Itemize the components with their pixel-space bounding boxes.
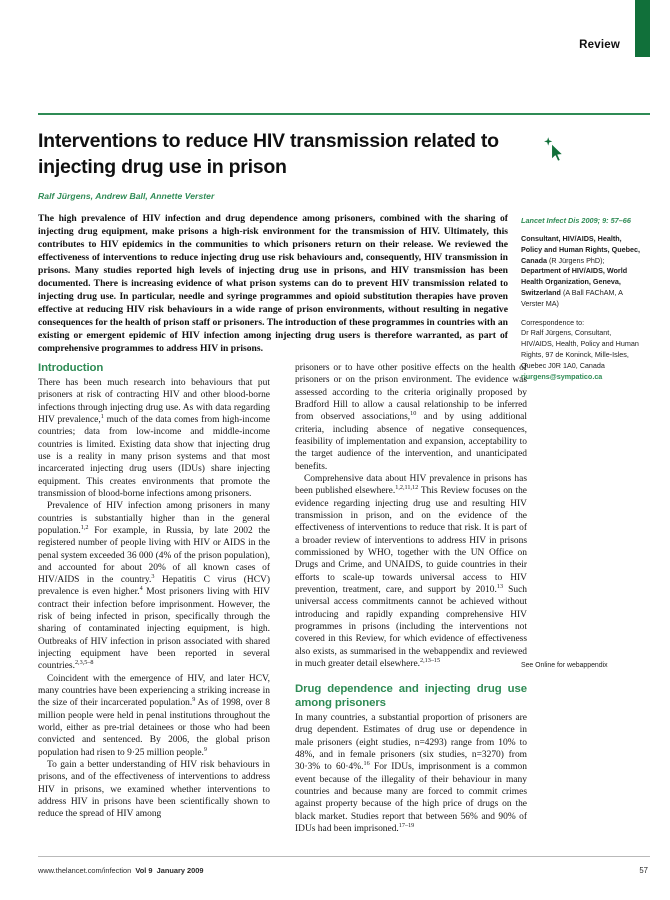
paragraph-text: In many countries, a substantial proportion of prisoners are drug dependent. Estimates of drug use or dependence in male prisoners (eight studies, n=4293) range from 10% to 48%, and in female prisoners (six studies, n=3270) from 30·3% to 60·4%. [295,713,527,773]
abstract-summary: The high prevalence of HIV infection and drug dependence among prisoners, combined with the sharing of injecting drug equipment, make prisons a high-risk environment for the transmission of HIV. Ultimately, this contributes to HIV epidemics in the communities to which prisoners return on their release. We reviewed the effectiveness of interventions to reduce injecting drug use risk behaviours and, consequently, HIV transmission in prisons. Many studies reported high levels of injecting drug use in prisons, and HIV transmission has been documented. There is increasing evidence of what prison systems can do to prevent HIV transmission related to injecting drug use. In particular, needle and syringe programmes and opioid substitution therapies have proven effective at reducing HIV risk behaviours in a wide range of prison environments, without resulting in negative consequences for the health of prison staff or prisoners. The introduction of these programmes in countries with an existing or emergent epidemic of HIV infection among injecting drug users is therefore warranted, as part of comprehensive programmes to address HIV in prisons. [38,213,508,354]
paragraph-text: For IDUs, imprisonment is a common event because of the illegality of their behaviour in many countries and because many are forced to commit crimes against property because of the high price of drugs on the black market. Studies report that between 56% and 90% of IDUs had been imprisoned. [295,762,527,834]
paragraph-text: Hepatitis C virus (HCV) prevalence is even higher. [38,575,270,598]
paragraph-text: This Review focuses on the evidence regarding injecting drug use and resulting HIV transmission in prison, and on the evidence of the effectiveness of interventions to reduce that risk. It is part of a broader review of interventions to address HIV in prisons commissioned by WHO, together with the UN Office on Drugs and Crime, and UNAIDS, to guide countries in their efforts to scale-up towards universal access to HIV prevention, treatment, care, and support by 2010. [295,486,527,595]
footer-divider-rule [38,856,650,857]
article-title: Interventions to reduce HIV transmission related to injecting drug use in prison [38,130,499,179]
section-heading-drug-dependence: Drug dependence and injecting drug use among prisoners [295,683,527,710]
mouse-cursor [543,136,569,166]
reference-marker[interactable]: 2,3,5–8 [74,659,94,667]
paragraph-text: Most prisoners living with HIV contract their infection before imprisonment. However, the risk of being infected in prison, specifically through the sharing of contaminated injecting equipment, is high. Outbreaks of HIV infection in prison associated with shared injecting equipment have been reported in several countries. [38,587,270,672]
affiliations-block [521,234,641,310]
reference-marker[interactable]: 16 [363,760,370,768]
webappendix-note[interactable]: See Online for webappendix [521,662,608,669]
paragraph-text: Coincident with the emergence of HIV, and later HCV, many countries have been experiencing a striking increase in the size of their incarcerated population. [38,673,270,709]
body-column-left [38,362,270,821]
citation-line: Lancet Infect Dis 2009; 9: 57–66 [521,216,631,225]
reference-marker[interactable]: 1 [100,412,104,420]
affiliation-secondary: Department of HIV/AIDS, World Health Organization, Geneva, Switzerland [521,266,628,297]
paragraph-intro-3 [38,673,270,759]
reference-marker[interactable]: 17–19 [398,821,415,829]
reference-marker[interactable]: 1,2,11,12 [395,484,419,492]
title-divider-rule [38,113,650,115]
correspondence-email[interactable]: rjurgens@sympatico.ca [521,371,603,381]
review-accent-tab [635,0,650,57]
affiliation-secondary-authors: (A Ball FAChAM, A Verster MA) [521,287,623,308]
footer-page-number: 57 [639,866,648,875]
body-column-right [295,362,527,835]
paragraph-text: much of the data comes from high-income countries; data from low-income and middle-income countries is limited. Existing data show that injecting drug use is a reality in many prison systems and that most incarcerated injecting drug users (IDUs) share injecting equipment. This creates environments that promote the transmission of blood-borne infections among prisoners. [38,414,271,499]
affiliation-primary-author: (R Jürgens PhD); [546,255,605,265]
paragraph-text: As of 1998, over 8 million people were held in penal institutions throughout the world, either as pre-trial detainees or those who had been convicted and sentenced. By 2006, the global prison population had risen to 9·25 million people. [38,698,270,758]
reference-marker[interactable]: 9 [192,696,196,704]
paragraph-text: Comprehensive data about HIV prevalence in prisons has been published elsewhere. [295,473,527,497]
footer-website[interactable]: www.thelancet.com/infection [38,866,132,875]
reference-marker[interactable]: 2,13–15 [420,656,441,664]
paragraph-text: Such universal access commitments cannot be achieved without introducing and rapidly expanding comprehensive HIV programmes in prisons (including the interventions not covered in this Review, for which evidence of effectiveness also exists, as summarised in the webappendix and reviewed in much greater detail elsewhere. [295,584,527,669]
running-head: Review [579,39,620,51]
paragraph-drug-1 [295,712,527,835]
correspondence-address: Dr Ralf Jürgens, Consultant, HIV/AIDS, Health, Policy and Human Rights, 97 de Koninck, Mille-Isles, Quebec J0R 1A0, Canada [521,328,639,370]
section-heading-introduction: Introduction [38,362,104,374]
paragraph-text: and by using additional criteria, including absence of negative consequences, feasibility of implementation and expansion, acceptability to the target audience of the intervention, and unanticipated benefits. [295,412,527,472]
footer-issue-date: January 2009 [156,866,204,875]
sparkle-icon [544,137,552,145]
author-list: Ralf Jürgens, Andrew Ball, Annette Verster [38,191,215,201]
reference-marker[interactable]: 4 [139,585,143,593]
reference-marker[interactable]: 10 [410,410,417,418]
paragraph-text: For example, in Russia, by late 2002 the registered number of people living with HIV or AIDS in the penal system exceeded 36 000 (4% of the prison population), and accounted for about 20% of all known cases of HIV/AIDS in the country. [38,525,270,586]
reference-marker[interactable]: 9 [203,745,208,753]
paragraph-text: There has been much research into behaviours that put prisoners at risk of contracting HIV and other blood-borne infections through injecting drug use. As with data regarding HIV prevalence, [38,377,270,425]
arrow-pointer-icon [552,144,564,162]
reference-marker[interactable]: 1,2 [80,523,89,531]
margin-notes [521,216,641,382]
paragraph-text: prisoners or to have other positive effects on the health of prisoners or on the prison environment. The evidence was assessed according to the criteria originally proposed by Bradford Hill to allow a causal relationship to be inferred from observed associations, [295,363,527,423]
footer-source [38,866,203,875]
reference-marker[interactable]: 13 [496,582,504,590]
paragraph-methods-2 [295,473,527,670]
correspondence-block [521,318,641,383]
paragraph-methods-1 [295,362,527,473]
paragraph-text: Prevalence of HIV infection among prisoners in many countries is substantially higher than in the general population. [38,501,270,536]
affiliation-primary: Consultant, HIV/AIDS, Health, Policy and Human Rights, Quebec, Canada [521,233,641,265]
paragraph-intro-1 [38,377,270,500]
footer-volume: Vol 9 [135,866,153,875]
paragraph-intro-2 [38,500,270,673]
paragraph-intro-4: To gain a better understanding of HIV risk behaviours in prisons, and of the effectiveness of interventions to address HIV in prisons, we examined whether interventions to address HIV in prisons have been scientifically shown to reduce the spread of HIV among [38,760,270,820]
reference-marker[interactable]: 3 [151,573,155,581]
correspondence-label: Correspondence to: [521,317,585,327]
